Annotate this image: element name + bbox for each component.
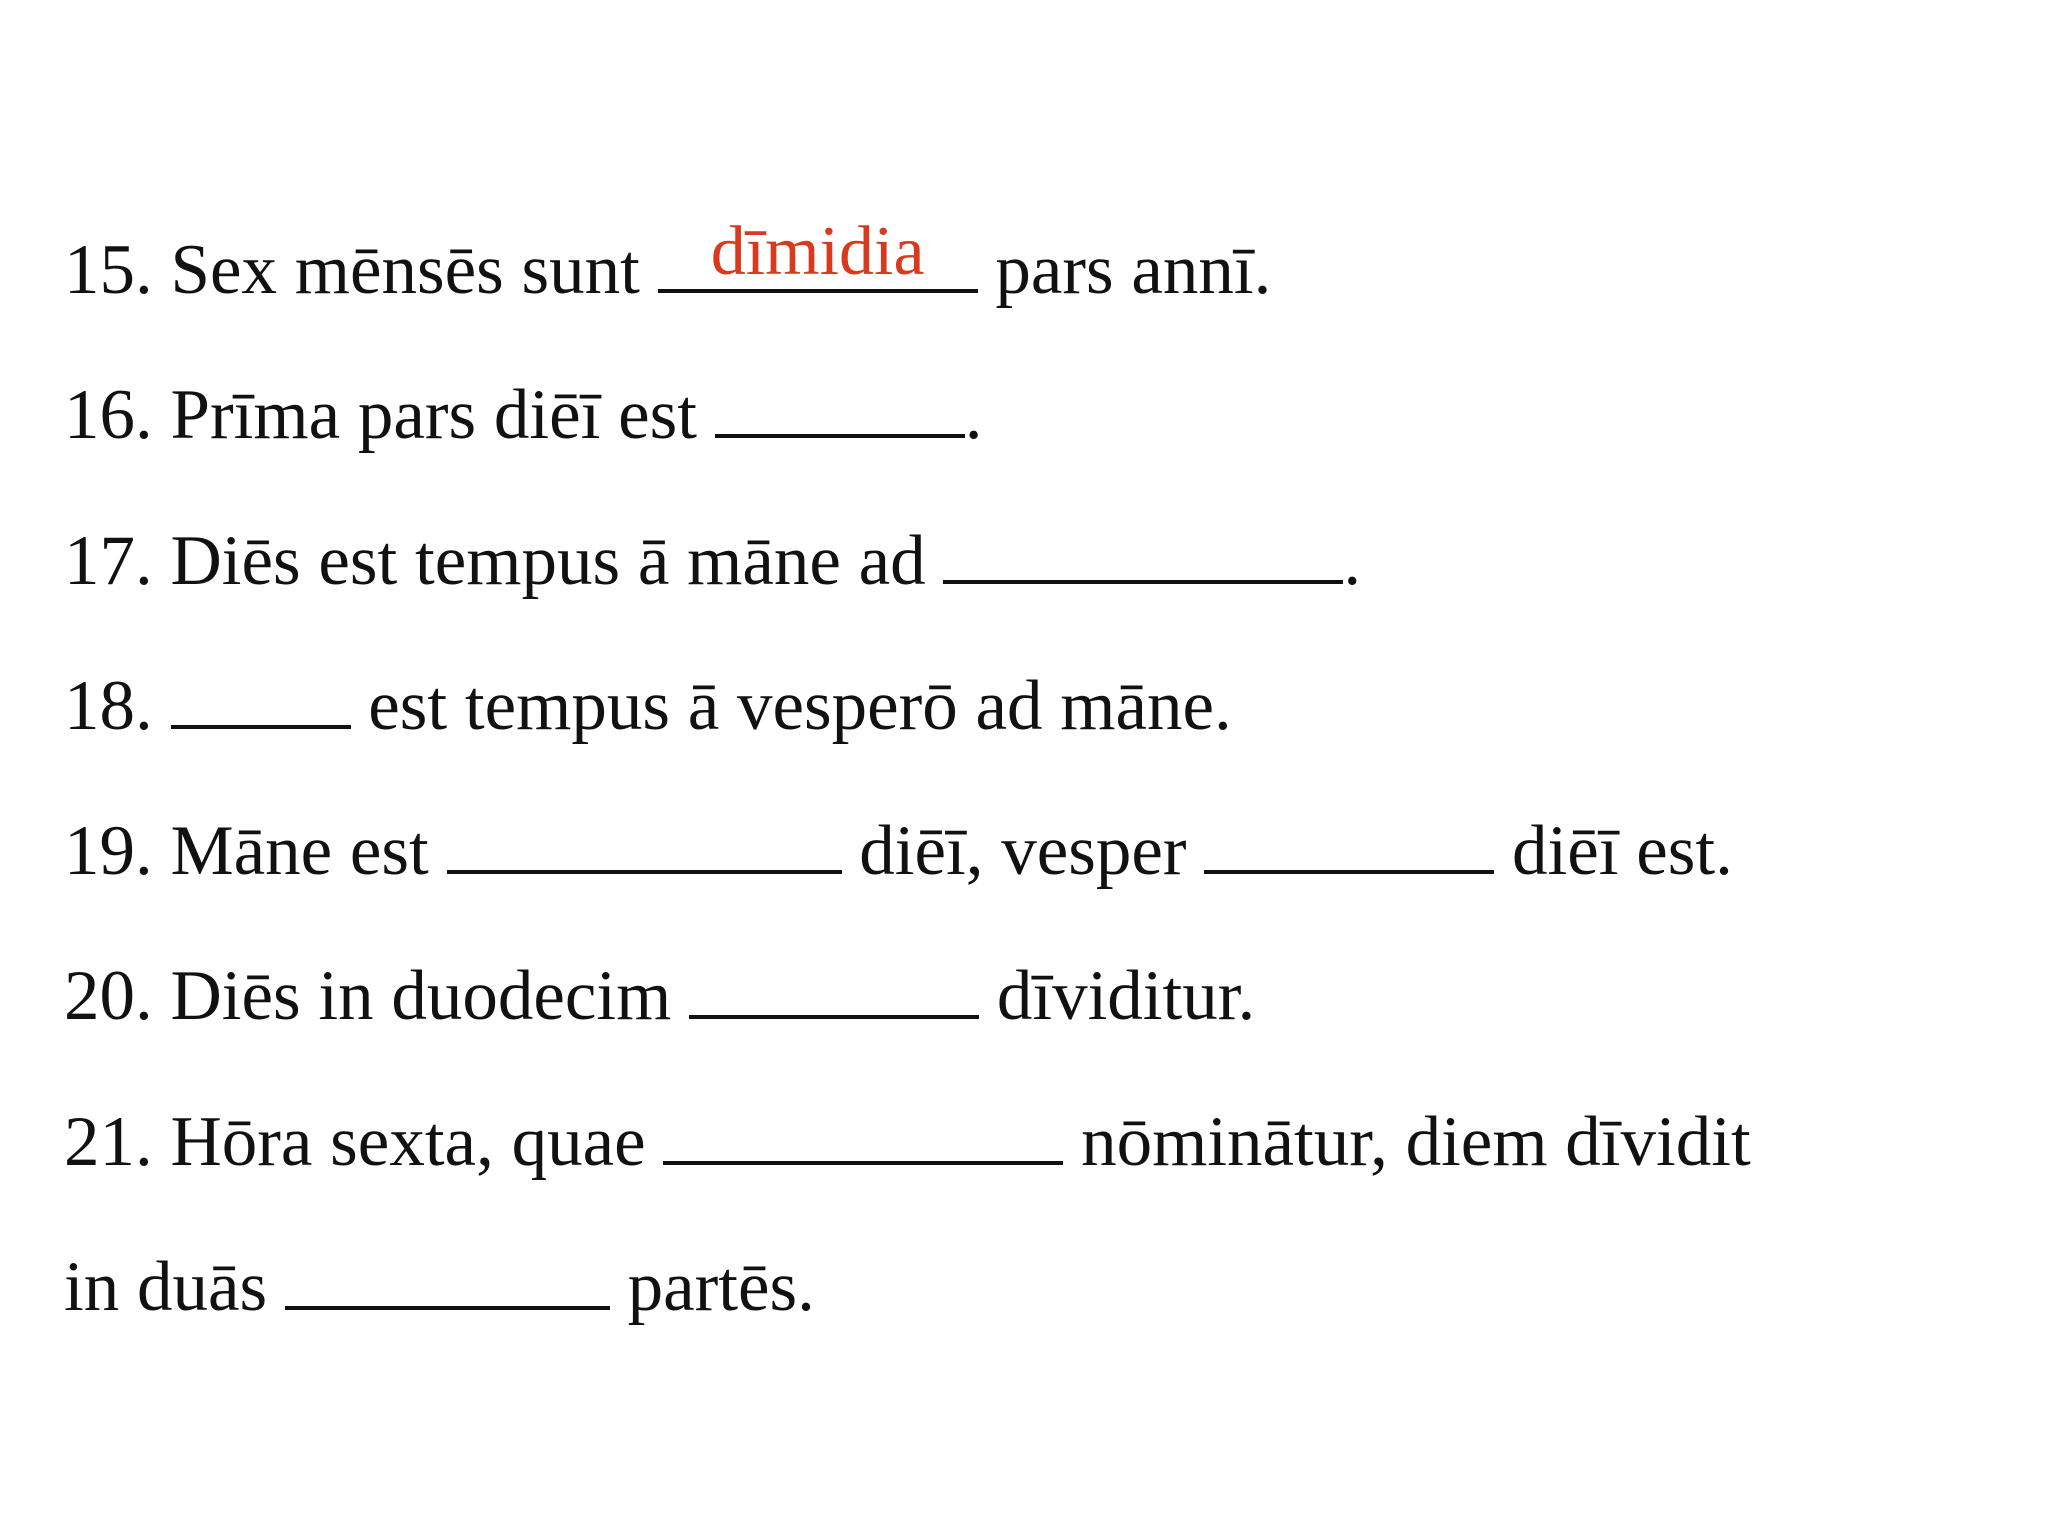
sentence-text: Diēs in duodecim: [170, 957, 690, 1036]
item-number: 19.: [64, 812, 153, 891]
exercise-item: [64, 944, 2024, 1036]
sentence-text: .: [1343, 521, 1362, 600]
sentence-text: dīviditur.: [979, 957, 1256, 1036]
sentence-text: partēs.: [609, 1248, 815, 1327]
sentence-text: in duās: [64, 1248, 285, 1327]
answer-blank[interactable]: [1204, 799, 1494, 874]
sentence-text: Prīma pars diēī est: [170, 376, 715, 455]
exercise-item: [64, 654, 2024, 745]
sentence-text: Sex mēnsēs sunt: [170, 231, 658, 309]
sentence-text: diēī, vesper: [841, 812, 1205, 891]
item-number: 15.: [64, 231, 153, 309]
answer-blank[interactable]: [171, 654, 351, 729]
item-number: 21.: [64, 1102, 153, 1181]
answer-blank[interactable]: [943, 509, 1343, 584]
sentence-text: Māne est: [170, 812, 447, 891]
item-number: 18.: [64, 666, 153, 745]
exercise-sheet: [64, 213, 2024, 1380]
sentence-text: nōminātur, diem dīvidit: [1063, 1102, 1751, 1181]
answer-blank[interactable]: [715, 363, 965, 438]
sentence-text: Diēs est tempus ā māne ad: [170, 521, 944, 600]
item-number: 16.: [64, 376, 153, 455]
answer-blank[interactable]: [447, 799, 842, 874]
item-number: 20.: [64, 957, 153, 1036]
sentence-text: pars annī.: [977, 231, 1272, 309]
answer-blank[interactable]: [285, 1235, 610, 1310]
answer-blank[interactable]: [663, 1090, 1063, 1165]
sentence-text: Hōra sexta, quae: [170, 1102, 664, 1181]
exercise-item: [64, 799, 2024, 891]
answer-blank[interactable]: [658, 213, 978, 293]
exercise-item: [64, 509, 2024, 600]
exercise-item: [64, 1090, 2024, 1181]
answer-blank[interactable]: [689, 944, 979, 1019]
sentence-text: diēī est.: [1494, 812, 1733, 891]
sentence-text: est tempus ā vesperō ad māne.: [350, 666, 1232, 745]
filled-answer: dīmidia: [710, 213, 925, 290]
exercise-item-continuation: [64, 1235, 2024, 1327]
item-number: 17.: [64, 521, 153, 600]
sentence-text: .: [964, 376, 983, 455]
exercise-item: [64, 363, 2024, 455]
exercise-item: [64, 213, 2024, 309]
